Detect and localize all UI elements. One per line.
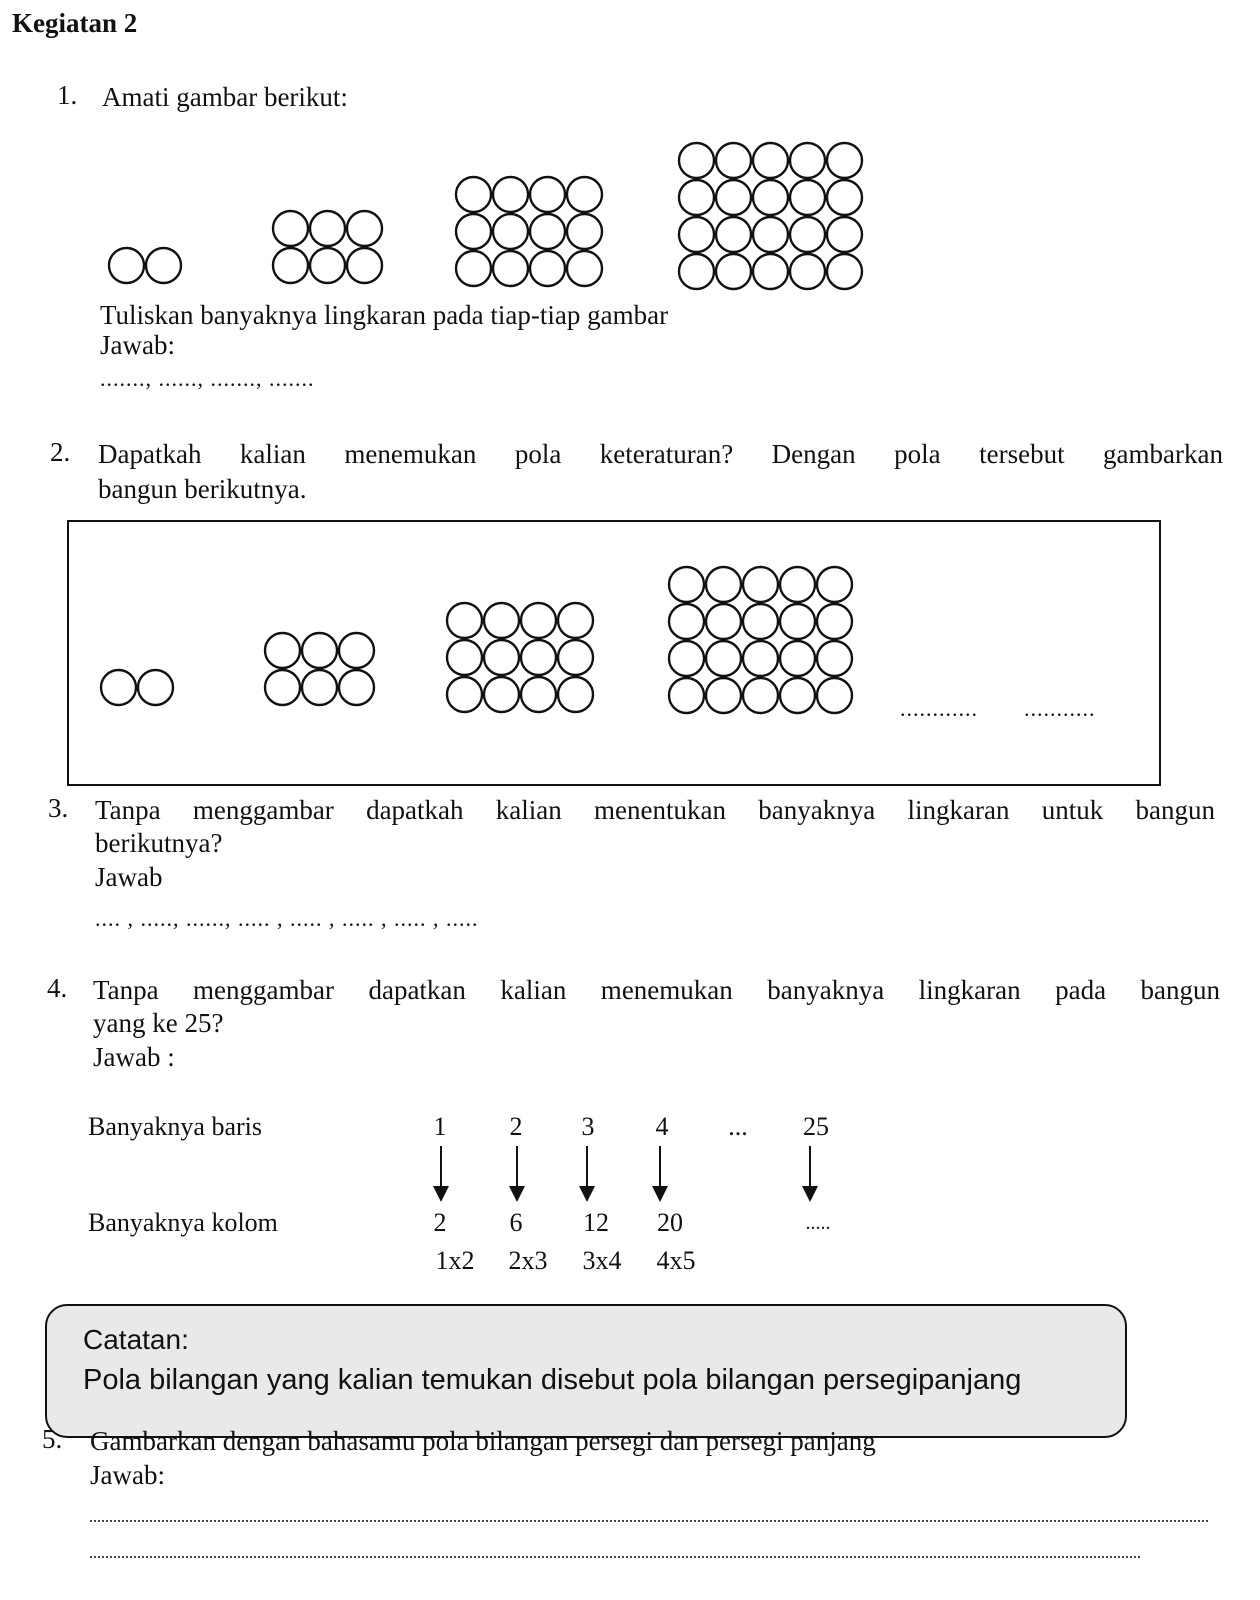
answer-line[interactable] [90,1556,1140,1558]
q1-answer-label: Jawab: [100,330,175,360]
column-value: 2 [433,1208,447,1237]
column-value: 20 [657,1208,683,1237]
q3-number: 3. [48,793,69,823]
row-ellipsis: ... [728,1112,748,1141]
q3-answer-blank[interactable]: .... , ....., ......, ..... , ..... , ..... , ..... , ..... [95,906,479,931]
q3-answer-label: Jawab [95,862,163,892]
arrow-head [433,1186,449,1202]
q1-answer-blank[interactable]: ......., ......, ......., ....... [100,366,315,391]
q5-text: Gambarkan dengan bahasamu pola bilangan persegi dan persegi panjang [90,1426,876,1456]
q5-number: 5. [42,1424,63,1454]
q2-text-line1: Dapatkah kalian menemukan pola keteraturan? Dengan pola tersebut gambarkan [98,439,1223,469]
q4-number: 4. [47,973,68,1003]
row-value: 4 [655,1112,669,1141]
q1-text: Amati gambar berikut: [102,82,348,112]
column-value: 6 [509,1208,523,1237]
q4-text-line2: yang ke 25? [93,1008,224,1038]
q3-text-line1: Tanpa menggambar dapatkah kalian menentukan banyaknya lingkaran untuk bangun [95,795,1215,825]
note-box [45,1304,1127,1438]
arrow-head [802,1186,818,1202]
product-value: 1x2 [435,1246,475,1275]
row-value: 1 [433,1112,447,1141]
row-count-label: Banyaknya baris [88,1112,263,1141]
page-title: Kegiatan 2 [12,8,138,38]
product-value: 4x5 [656,1246,696,1275]
q4-text-line1: Tanpa menggambar dapatkan kalian menemukan banyaknya lingkaran pada bangun [93,975,1220,1005]
q5-answer-label: Jawab: [90,1460,165,1490]
q4-answer-label: Jawab : [93,1042,175,1072]
column-count-label: Banyaknya kolom [88,1208,278,1237]
q1-instruction: Tuliskan banyaknya lingkaran pada tiap-tiap gambar [100,300,669,330]
arrow-head [509,1186,525,1202]
q1-number: 1. [57,80,78,110]
q3-text-line2: berikutnya? [95,828,223,858]
row-value-last: 25 [803,1112,829,1141]
answer-line[interactable] [90,1520,1208,1522]
arrow-head [579,1186,595,1202]
product-value: 3x4 [582,1246,622,1275]
note-text: Pola bilangan yang kalian temukan disebut pola bilangan persegipanjang [83,1364,1022,1396]
note-label: Catatan: [83,1324,189,1355]
arrow-head [652,1186,668,1202]
q2-blank-2[interactable]: ........... [1024,696,1096,721]
q2-number: 2. [50,437,71,467]
column-value-blank[interactable]: ..... [805,1212,831,1234]
column-value: 12 [583,1208,609,1237]
row-value: 3 [581,1112,595,1141]
row-value: 2 [509,1112,523,1141]
q2-blank-1[interactable]: ............ [900,696,978,721]
product-value: 2x3 [508,1246,548,1275]
q2-text-line2: bangun berikutnya. [98,474,307,504]
